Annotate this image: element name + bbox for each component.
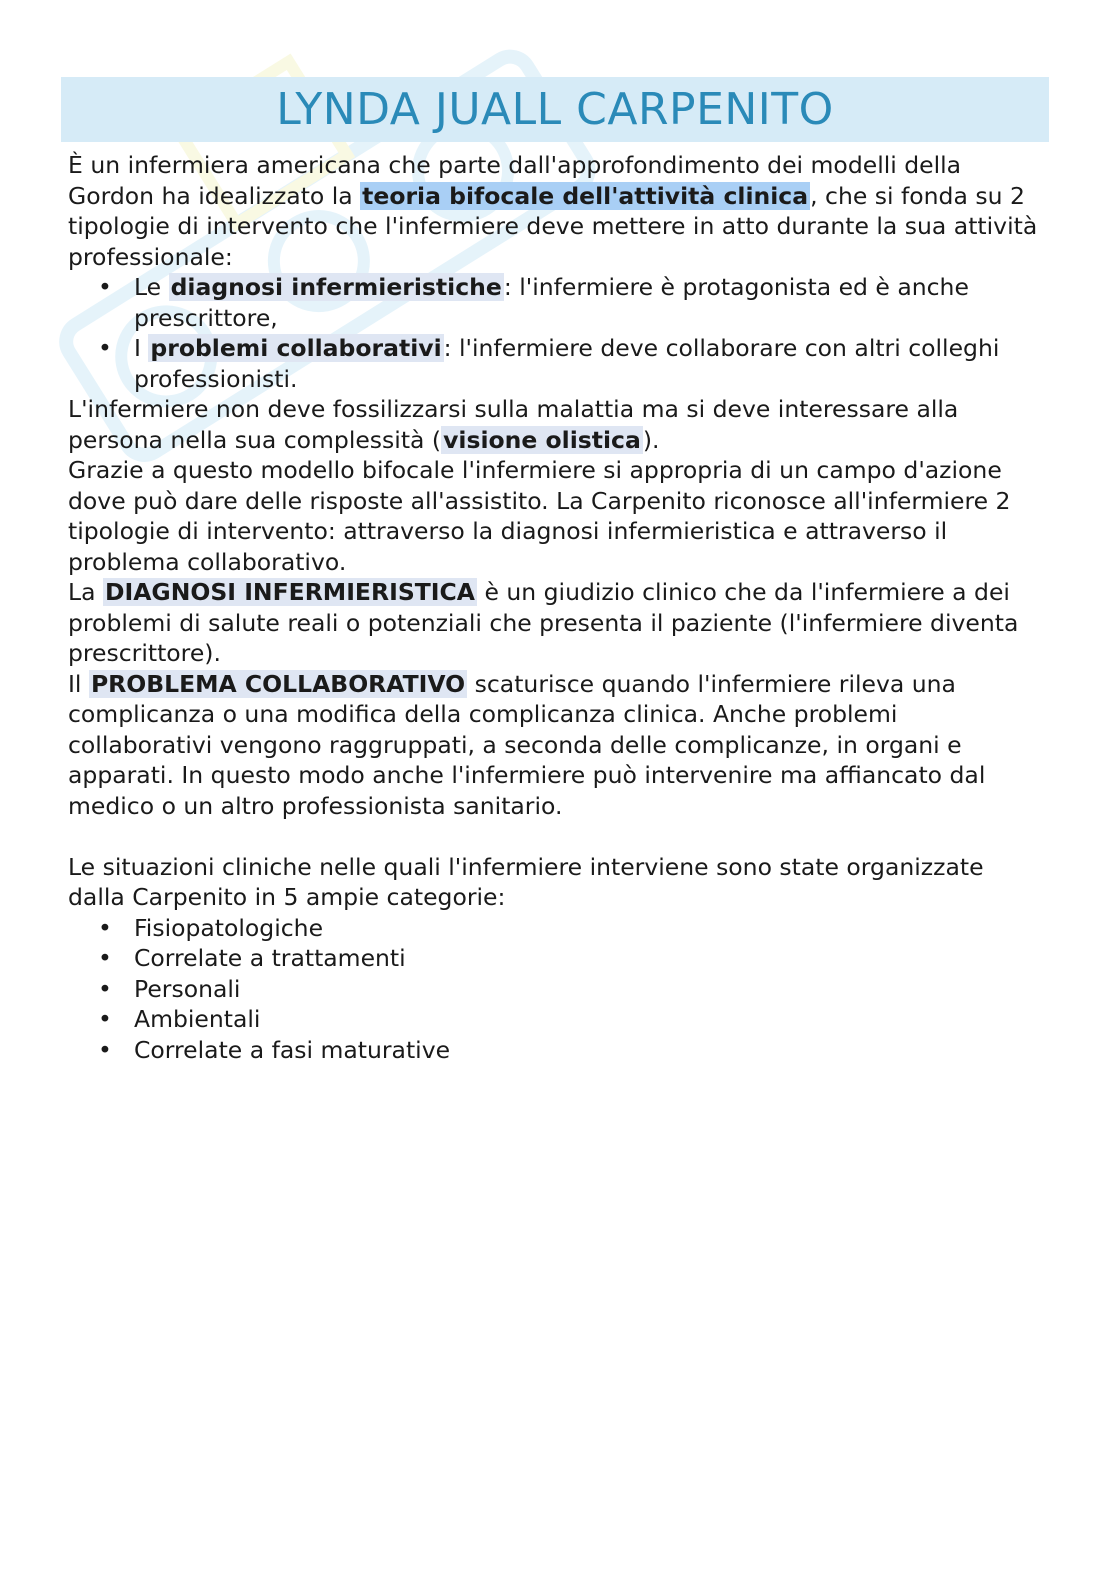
collaborative-paragraph: Il PROBLEMA COLLABORATIVO scaturisce quando l'infermiere rileva una complicanza o una modifica della complicanza clinica. Anche problemi collaborativi vengono raggruppati, a seconda delle complicanze, in organi e apparati. In questo modo anche l'infermiere può intervenire ma affiancato dal medico o un altro professionista sanitario.	[68, 669, 986, 820]
categories-list	[68, 913, 1043, 1066]
list-item: • Le diagnosi infermieristiche: l'infermiere è protagonista ed è anche prescrittore,	[68, 272, 1043, 333]
paragraph-spacer	[68, 821, 1043, 852]
highlight-visione-olistica: visione olistica	[443, 425, 641, 454]
title-band	[61, 77, 1049, 142]
highlight-problema-collaborativo: PROBLEMA COLLABORATIVO	[90, 669, 466, 698]
highlight-diagnosi: diagnosi infermieristiche	[170, 273, 502, 301]
bifocal-paragraph: Grazie a questo modello bifocale l'infermiere si appropria di un campo d'azione dove può dare delle risposte all'assistito. La Carpenito riconosce all'infermiere 2 tipologie di intervento: attraverso la diagnosi infermieristica e attraverso il problema collaborativo.	[68, 456, 1011, 576]
intro-paragraph: È un infermiera americana che parte dall'approfondimento dei modelli della Gordon ha idealizzato la teoria bifocale dell'attività clinica, che si fonda su 2 tipologie di intervento che l'infermiere deve mettere in atto durante la sua attività professionale:	[68, 151, 1038, 271]
list-item: • I problemi collaborativi: l'infermiere deve collaborare con altri colleghi professionisti.	[68, 333, 1043, 394]
document-body	[68, 150, 1043, 1065]
highlight-problemi: problemi collaborativi	[150, 334, 442, 362]
highlight-diagnosi-infermieristica: DIAGNOSI INFERMIERISTICA	[104, 578, 475, 606]
list-item: • Personali	[68, 974, 1043, 1005]
list-item: • Correlate a trattamenti	[68, 943, 1043, 974]
list-item: • Correlate a fasi maturative	[68, 1035, 1043, 1066]
highlight-teoria-bifocale: teoria bifocale dell'attività clinica	[362, 181, 809, 210]
list-item: • Fisiopatologiche	[68, 913, 1043, 944]
list-item: • Ambientali	[68, 1004, 1043, 1035]
diagnosis-paragraph: La DIAGNOSI INFERMIERISTICA è un giudizio clinico che da l'infermiere a dei problemi di salute reali o potenziali che presenta il paziente (l'infermiere diventa prescrittore).	[68, 578, 1019, 667]
categories-paragraph: Le situazioni cliniche nelle quali l'infermiere interviene sono state organizzate dalla Carpenito in 5 ampie categorie:	[68, 852, 984, 911]
holistic-paragraph: L'infermiere non deve fossilizzarsi sulla malattia ma si deve interessare alla persona nella sua complessità (visione olistica).	[68, 395, 959, 454]
page-title: LYNDA JUALL CARPENITO	[276, 84, 834, 135]
intervention-list	[68, 272, 1043, 394]
